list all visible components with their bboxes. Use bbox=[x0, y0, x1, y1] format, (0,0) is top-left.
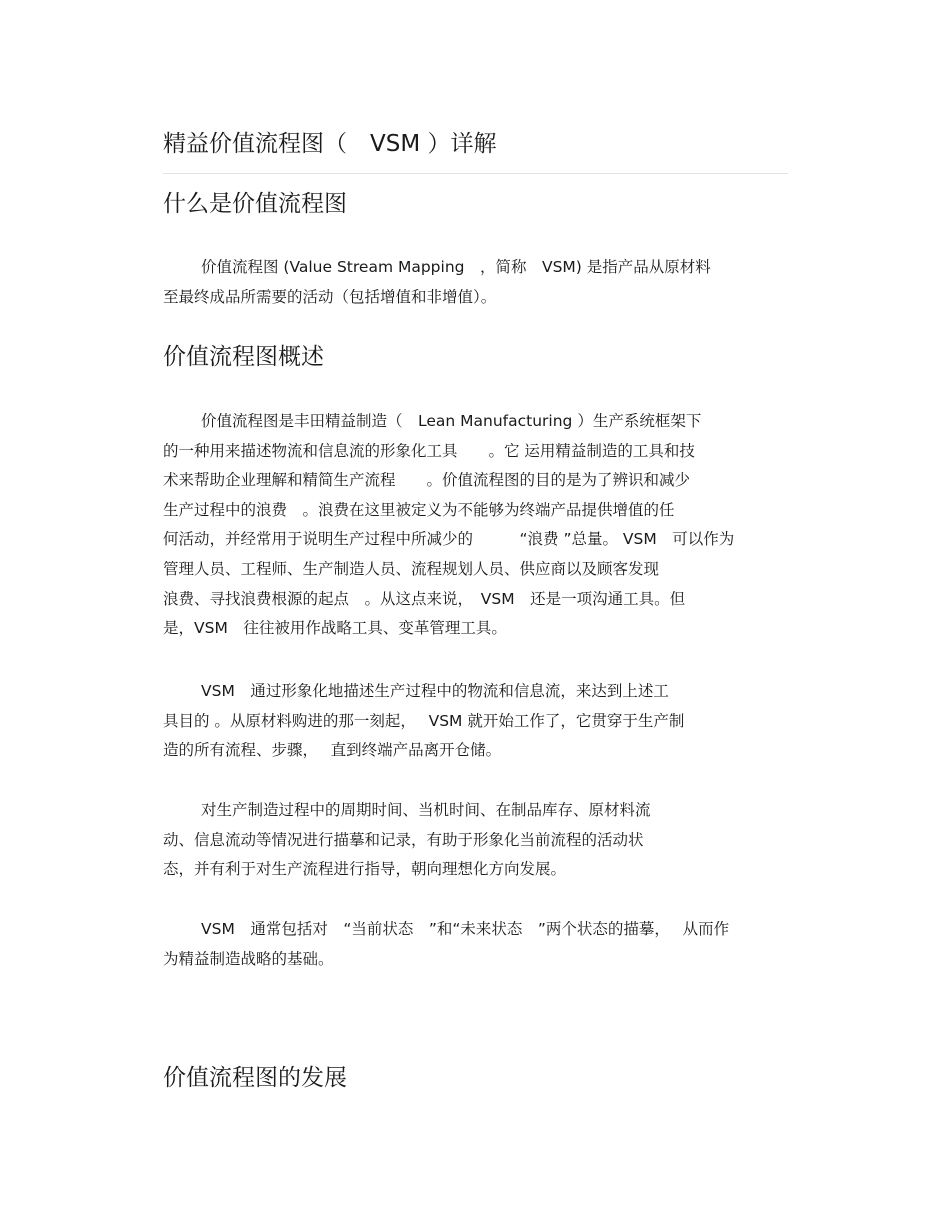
paragraph-line: 管理人员、工程师、生产制造人员、流程规划人员、供应商以及顾客发现 bbox=[163, 559, 660, 578]
paragraph-line: 造的所有流程、步骤， 直到终端产品离开仓储。 bbox=[163, 741, 502, 760]
paragraph-line: 是，VSM 往往被用作战略工具、变革管理工具。 bbox=[163, 619, 507, 638]
paragraph bbox=[163, 915, 793, 974]
paragraph bbox=[163, 253, 793, 312]
document-title: 精益价值流程图（ VSM ）详解 bbox=[163, 131, 497, 157]
title-divider bbox=[163, 173, 788, 174]
paragraph-line: 价值流程图是丰田精益制造（ Lean Manufacturing ）生产系统框架下 bbox=[201, 412, 702, 430]
paragraph-line: 生产过程中的浪费 。浪费在这里被定义为不能够为终端产品提供增值的任 bbox=[163, 500, 675, 519]
paragraph-line: VSM 通常包括对 “当前状态 ”和“未来状态 ”两个状态的描摹， 从而作 bbox=[201, 920, 730, 938]
paragraph-line: 何活动，并经常用于说明生产过程中所减少的 “浪费 ”总量。 VSM 可以作为 bbox=[163, 530, 735, 549]
paragraph-line: 态，并有利于对生产流程进行指导，朝向理想化方向发展。 bbox=[163, 860, 567, 879]
paragraph-line: 动、信息流动等情况进行描摹和记录，有助于形象化当前流程的活动状 bbox=[163, 830, 644, 849]
paragraph-line: 至最终成品所需要的活动（包括增值和非增值）。 bbox=[163, 287, 497, 306]
paragraph-line: 浪费、寻找浪费根源的起点 。从这点来说， VSM 还是一项沟通工具。但 bbox=[163, 589, 686, 608]
paragraph bbox=[163, 796, 793, 885]
paragraph-line: 的一种用来描述物流和信息流的形象化工具 。它 运用精益制造的工具和技 bbox=[163, 441, 695, 460]
paragraph-line: 术来帮助企业理解和精简生产流程 。价值流程图的目的是为了辨识和减少 bbox=[163, 471, 691, 490]
paragraph-line: 价值流程图 (Value Stream Mapping ，简称 VSM) 是指产品从原材料 bbox=[201, 258, 711, 276]
paragraph-line: 对生产制造过程中的周期时间、当机时间、在制品库存、原材料流 bbox=[201, 801, 651, 819]
paragraph bbox=[163, 407, 793, 644]
section-heading-development: 价值流程图的发展 bbox=[163, 1065, 347, 1091]
section-heading-what-is-vsm: 什么是价值流程图 bbox=[163, 191, 347, 217]
paragraph-line: VSM 通过形象化地描述生产过程中的物流和信息流，来达到上述工 bbox=[201, 682, 669, 700]
section-heading-overview: 价值流程图概述 bbox=[163, 344, 324, 370]
paragraph-line: 为精益制造战略的基础。 bbox=[163, 949, 334, 968]
paragraph-line: 具目的 。从原材料购进的那一刻起， VSM 就开始工作了，它贯穿于生产制 bbox=[163, 711, 685, 730]
paragraph bbox=[163, 677, 793, 766]
